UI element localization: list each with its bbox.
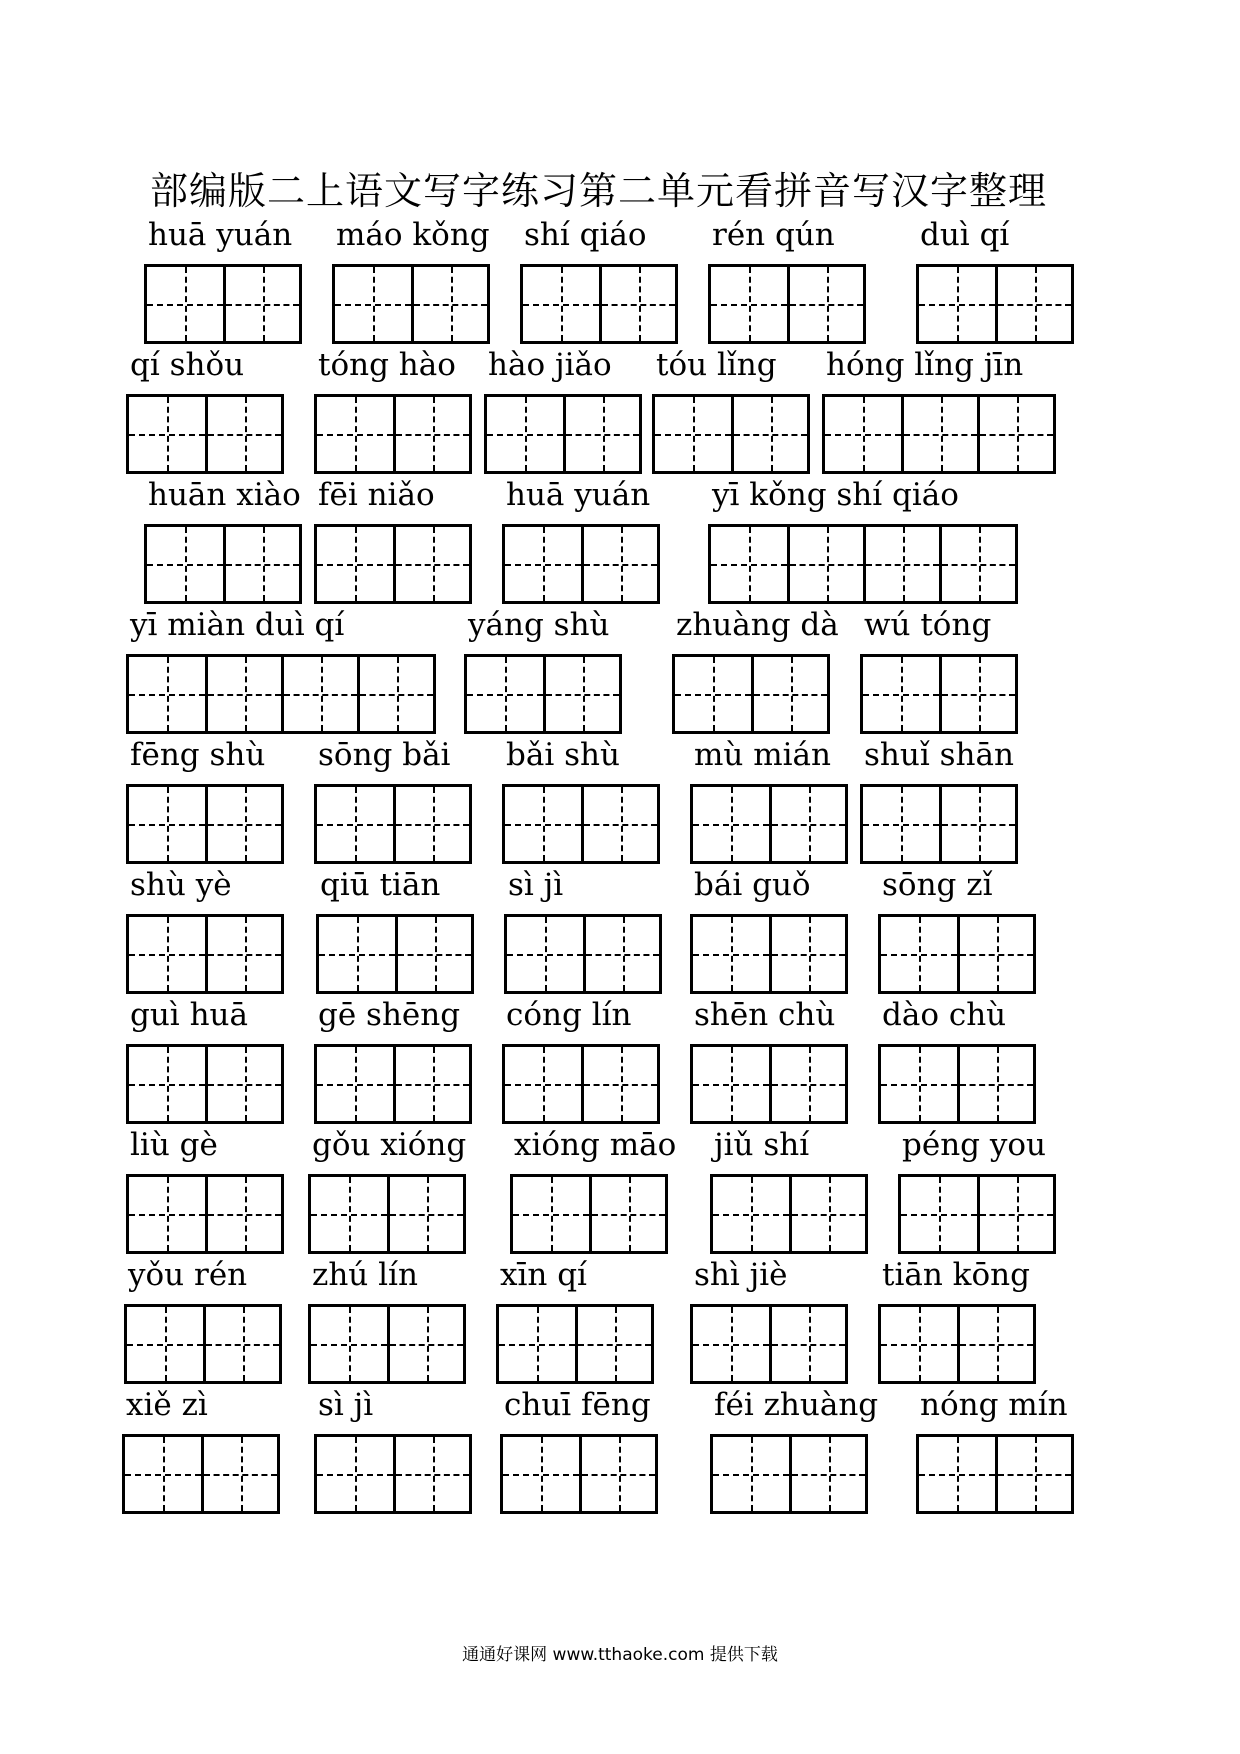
writing-box-group[interactable] — [710, 1434, 868, 1514]
pinyin-label: gǒu xióng — [312, 1127, 467, 1163]
writing-box-group[interactable] — [464, 654, 622, 734]
tian-grid-cell[interactable] — [205, 1047, 281, 1121]
tian-grid-cell[interactable] — [713, 1437, 789, 1511]
pinyin-label: nóng mín — [920, 1387, 1068, 1423]
tian-grid-cell[interactable] — [505, 1047, 581, 1121]
pinyin-label: qiū tiān — [320, 867, 441, 903]
writing-box-group[interactable] — [308, 1174, 466, 1254]
pinyin-label: zhuàng dà — [676, 607, 839, 643]
writing-box-group[interactable] — [122, 1434, 280, 1514]
tian-grid-cell[interactable] — [977, 397, 1053, 471]
tian-grid-cell[interactable] — [881, 1307, 957, 1381]
tian-grid-cell[interactable] — [311, 1177, 387, 1251]
writing-box-group[interactable] — [484, 394, 642, 474]
pinyin-label: duì qí — [920, 217, 1010, 253]
tian-grid-cell[interactable] — [487, 397, 563, 471]
tian-grid-cell[interactable] — [957, 917, 1033, 991]
pinyin-label: shì jiè — [694, 1257, 788, 1293]
page-title: 部编版二上语文写字练习第二单元看拼音写汉字整理 — [150, 169, 1048, 213]
writing-box-group[interactable] — [126, 1044, 284, 1124]
writing-box-group[interactable] — [710, 1174, 868, 1254]
tian-grid-cell[interactable] — [769, 917, 845, 991]
tian-grid-cell[interactable] — [129, 1177, 205, 1251]
writing-box-group[interactable] — [520, 264, 678, 344]
tian-grid-cell[interactable] — [393, 787, 469, 861]
tian-grid-cell[interactable] — [395, 917, 471, 991]
tian-grid-cell[interactable] — [751, 657, 827, 731]
pinyin-label: fēng shù — [130, 737, 266, 773]
writing-box-group[interactable] — [126, 914, 284, 994]
tian-grid-cell[interactable] — [317, 527, 393, 601]
pinyin-label: guì huā — [130, 997, 248, 1033]
tian-grid-cell[interactable] — [223, 527, 299, 601]
tian-grid-cell[interactable] — [581, 787, 657, 861]
tian-grid-cell[interactable] — [769, 1307, 845, 1381]
writing-box-group[interactable] — [652, 394, 810, 474]
pinyin-label: yī miàn duì qí — [130, 607, 345, 643]
tian-grid-cell[interactable] — [693, 787, 769, 861]
tian-grid-cell[interactable] — [599, 267, 675, 341]
pinyin-label: féi zhuàng — [714, 1387, 879, 1423]
pinyin-label: shēn chù — [694, 997, 836, 1033]
writing-box-group[interactable] — [916, 1434, 1074, 1514]
tian-grid-cell[interactable] — [205, 1177, 281, 1251]
pinyin-label: tiān kōng — [882, 1257, 1030, 1293]
tian-grid-cell[interactable] — [125, 1437, 201, 1511]
tian-grid-cell[interactable] — [693, 1307, 769, 1381]
writing-box-group[interactable] — [878, 914, 1036, 994]
tian-grid-cell[interactable] — [977, 1177, 1053, 1251]
tian-grid-cell[interactable] — [319, 917, 395, 991]
writing-box-group[interactable] — [500, 1434, 658, 1514]
pinyin-label: chuī fēng — [504, 1387, 651, 1423]
tian-grid-cell[interactable] — [863, 657, 939, 731]
pinyin-label: yī kǒng shí qiáo — [712, 477, 959, 513]
tian-grid-cell[interactable] — [507, 917, 583, 991]
writing-box-group[interactable] — [916, 264, 1074, 344]
pinyin-label: sì jì — [508, 867, 564, 903]
tian-grid-cell[interactable] — [901, 1177, 977, 1251]
tian-grid-cell[interactable] — [769, 1047, 845, 1121]
tian-grid-cell[interactable] — [563, 397, 639, 471]
tian-grid-cell[interactable] — [787, 527, 863, 601]
tian-grid-cell[interactable] — [129, 917, 205, 991]
tian-grid-cell[interactable] — [205, 787, 281, 861]
tian-grid-cell[interactable] — [147, 527, 223, 601]
pinyin-label: máo kǒng — [336, 217, 490, 253]
tian-grid-cell[interactable] — [129, 787, 205, 861]
tian-grid-cell[interactable] — [581, 527, 657, 601]
tian-grid-cell[interactable] — [411, 267, 487, 341]
writing-box-group[interactable] — [314, 524, 472, 604]
pinyin-label: sōng bǎi — [318, 737, 451, 773]
pinyin-label: xīn qí — [500, 1257, 587, 1293]
tian-grid-cell[interactable] — [939, 787, 1015, 861]
tian-grid-cell[interactable] — [503, 1437, 579, 1511]
writing-box-group[interactable] — [314, 1434, 472, 1514]
writing-box-group[interactable] — [860, 784, 1018, 864]
tian-grid-cell[interactable] — [357, 657, 433, 731]
tian-grid-cell[interactable] — [863, 527, 939, 601]
tian-grid-cell[interactable] — [317, 1437, 393, 1511]
writing-box-group[interactable] — [314, 394, 472, 474]
tian-grid-cell[interactable] — [223, 267, 299, 341]
writing-box-group[interactable] — [126, 1174, 284, 1254]
writing-box-group[interactable] — [502, 1044, 660, 1124]
tian-grid-cell[interactable] — [205, 657, 281, 731]
tian-grid-cell[interactable] — [317, 397, 393, 471]
tian-grid-cell[interactable] — [505, 527, 581, 601]
tian-grid-cell[interactable] — [317, 787, 393, 861]
pinyin-label: liù gè — [130, 1127, 218, 1163]
tian-grid-cell[interactable] — [939, 527, 1015, 601]
tian-grid-cell[interactable] — [589, 1177, 665, 1251]
pinyin-label: bái guǒ — [694, 867, 811, 903]
tian-grid-cell[interactable] — [147, 267, 223, 341]
tian-grid-cell[interactable] — [129, 657, 205, 731]
tian-grid-cell[interactable] — [957, 1307, 1033, 1381]
tian-grid-cell[interactable] — [713, 1177, 789, 1251]
tian-grid-cell[interactable] — [393, 527, 469, 601]
writing-box-group[interactable] — [708, 524, 1018, 604]
writing-box-group[interactable] — [144, 264, 302, 344]
tian-grid-cell[interactable] — [675, 657, 751, 731]
tian-grid-cell[interactable] — [393, 397, 469, 471]
pinyin-label: tóng hào — [318, 347, 456, 383]
pinyin-label: dào chù — [882, 997, 1007, 1033]
footer-credit: 通通好课网 www.tthaoke.com 提供下载 — [462, 1645, 778, 1665]
writing-box-group[interactable] — [898, 1174, 1056, 1254]
tian-grid-cell[interactable] — [957, 1047, 1033, 1121]
writing-box-group[interactable] — [690, 784, 848, 864]
tian-grid-cell[interactable] — [129, 397, 205, 471]
tian-grid-cell[interactable] — [655, 397, 731, 471]
writing-box-group[interactable] — [502, 524, 660, 604]
tian-grid-cell[interactable] — [201, 1437, 277, 1511]
pinyin-label: xiě zì — [126, 1387, 208, 1423]
tian-grid-cell[interactable] — [693, 917, 769, 991]
pinyin-label: rén qún — [712, 217, 835, 253]
pinyin-label: huān xiào — [148, 477, 301, 513]
writing-box-group[interactable] — [878, 1304, 1036, 1384]
tian-grid-cell[interactable] — [693, 1047, 769, 1121]
tian-grid-cell[interactable] — [393, 1047, 469, 1121]
tian-grid-cell[interactable] — [499, 1307, 575, 1381]
pinyin-label: hóng lǐng jīn — [826, 347, 1024, 383]
pinyin-label: fēi niǎo — [318, 477, 435, 513]
tian-grid-cell[interactable] — [317, 1047, 393, 1121]
writing-box-group[interactable] — [502, 784, 660, 864]
writing-box-group[interactable] — [690, 1304, 848, 1384]
writing-box-group[interactable] — [124, 1304, 282, 1384]
tian-grid-cell[interactable] — [711, 527, 787, 601]
writing-box-group[interactable] — [126, 784, 284, 864]
tian-grid-cell[interactable] — [393, 1437, 469, 1511]
writing-box-group[interactable] — [822, 394, 1056, 474]
tian-grid-cell[interactable] — [901, 397, 977, 471]
pinyin-label: sōng zǐ — [882, 867, 993, 903]
writing-box-group[interactable] — [144, 524, 302, 604]
tian-grid-cell[interactable] — [513, 1177, 589, 1251]
tian-grid-cell[interactable] — [919, 1437, 995, 1511]
pinyin-label: shù yè — [130, 867, 232, 903]
pinyin-label: péng you — [902, 1127, 1046, 1163]
writing-box-group[interactable] — [510, 1174, 668, 1254]
tian-grid-cell[interactable] — [203, 1307, 279, 1381]
writing-box-group[interactable] — [332, 264, 490, 344]
tian-grid-cell[interactable] — [825, 397, 901, 471]
tian-grid-cell[interactable] — [387, 1177, 463, 1251]
pinyin-label: tóu lǐng — [656, 347, 777, 383]
tian-grid-cell[interactable] — [939, 657, 1015, 731]
tian-grid-cell[interactable] — [467, 657, 543, 731]
pinyin-label: wú tóng — [864, 607, 992, 643]
writing-box-group[interactable] — [708, 264, 866, 344]
tian-grid-cell[interactable] — [205, 397, 281, 471]
writing-box-group[interactable] — [690, 1044, 848, 1124]
tian-grid-cell[interactable] — [711, 267, 787, 341]
pinyin-label: sì jì — [318, 1387, 374, 1423]
tian-grid-cell[interactable] — [281, 657, 357, 731]
tian-grid-cell[interactable] — [205, 917, 281, 991]
tian-grid-cell[interactable] — [575, 1307, 651, 1381]
tian-grid-cell[interactable] — [505, 787, 581, 861]
tian-grid-cell[interactable] — [311, 1307, 387, 1381]
writing-box-group[interactable] — [126, 394, 284, 474]
pinyin-label: yáng shù — [468, 607, 610, 643]
writing-box-group[interactable] — [504, 914, 662, 994]
tian-grid-cell[interactable] — [129, 1047, 205, 1121]
tian-grid-cell[interactable] — [995, 267, 1071, 341]
pinyin-label: gē shēng — [318, 997, 461, 1033]
pinyin-label: shí qiáo — [524, 217, 647, 253]
pinyin-label: zhú lín — [312, 1257, 418, 1293]
pinyin-label: yǒu rén — [128, 1257, 248, 1293]
tian-grid-cell[interactable] — [583, 917, 659, 991]
writing-box-group[interactable] — [314, 784, 472, 864]
writing-box-group[interactable] — [126, 654, 436, 734]
tian-grid-cell[interactable] — [731, 397, 807, 471]
tian-grid-cell[interactable] — [769, 787, 845, 861]
writing-box-group[interactable] — [316, 914, 474, 994]
pinyin-label: xióng māo — [514, 1127, 677, 1163]
tian-grid-cell[interactable] — [789, 1177, 865, 1251]
writing-box-group[interactable] — [496, 1304, 654, 1384]
pinyin-label: hào jiǎo — [488, 347, 612, 383]
pinyin-label: jiǔ shí — [714, 1127, 810, 1163]
tian-grid-cell[interactable] — [787, 267, 863, 341]
writing-box-group[interactable] — [308, 1304, 466, 1384]
pinyin-label: huā yuán — [148, 217, 293, 253]
pinyin-label: shuǐ shān — [864, 737, 1014, 773]
pinyin-label: mù mián — [694, 737, 831, 773]
tian-grid-cell[interactable] — [995, 1437, 1071, 1511]
tian-grid-cell[interactable] — [579, 1437, 655, 1511]
writing-box-group[interactable] — [690, 914, 848, 994]
pinyin-label: cóng lín — [506, 997, 632, 1033]
pinyin-label: bǎi shù — [506, 737, 620, 773]
tian-grid-cell[interactable] — [335, 267, 411, 341]
writing-box-group[interactable] — [860, 654, 1018, 734]
tian-grid-cell[interactable] — [127, 1307, 203, 1381]
pinyin-label: qí shǒu — [130, 347, 245, 383]
tian-grid-cell[interactable] — [919, 267, 995, 341]
tian-grid-cell[interactable] — [523, 267, 599, 341]
writing-box-group[interactable] — [314, 1044, 472, 1124]
writing-box-group[interactable] — [878, 1044, 1036, 1124]
writing-box-group[interactable] — [672, 654, 830, 734]
tian-grid-cell[interactable] — [789, 1437, 865, 1511]
pinyin-label: huā yuán — [506, 477, 651, 513]
tian-grid-cell[interactable] — [387, 1307, 463, 1381]
tian-grid-cell[interactable] — [863, 787, 939, 861]
tian-grid-cell[interactable] — [581, 1047, 657, 1121]
tian-grid-cell[interactable] — [543, 657, 619, 731]
tian-grid-cell[interactable] — [881, 917, 957, 991]
tian-grid-cell[interactable] — [881, 1047, 957, 1121]
